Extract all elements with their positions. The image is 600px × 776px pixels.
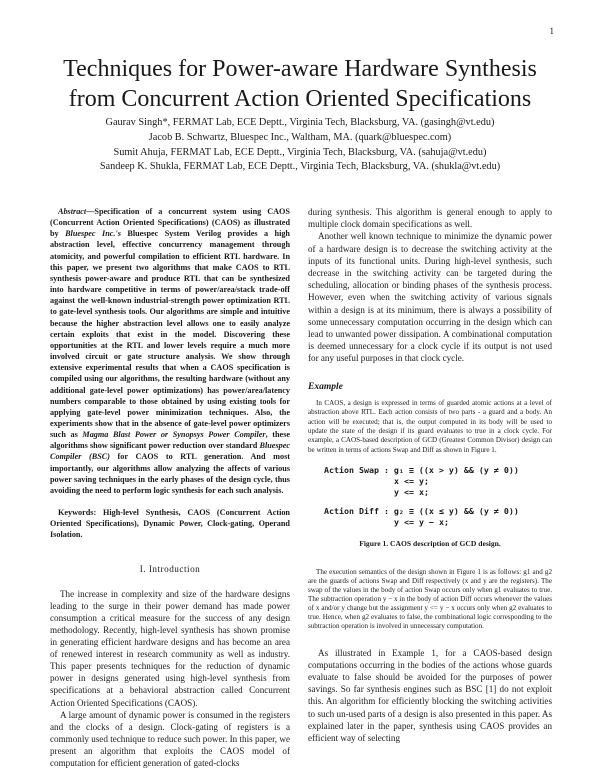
author-line: Jacob B. Schwartz, Bluespec Inc., Waltham, MA. (quark@bluespec.com) xyxy=(148,131,452,143)
page-number: 1 xyxy=(549,26,554,36)
abstract-tools: Magma Blast Power or Synopsys Power Compiler xyxy=(82,430,266,440)
example-heading: Example xyxy=(308,381,343,392)
abstract xyxy=(50,206,290,496)
figure-caption: Figure 1. CAOS description of GCD design. xyxy=(359,538,501,548)
left-column xyxy=(50,206,290,769)
author-line: Gaurav Singh*, FERMAT Lab, ECE Deptt., Virginia Tech, Blacksburg, VA. (gasingh@vt.edu) xyxy=(105,117,495,128)
abstract-text: —Specification of a concurrent system using CAOS (Concurrent Action Oriented Specifications) (CAOS) as illustrated by xyxy=(50,207,290,239)
formula-diff-body: y <= y − x; xyxy=(394,516,449,527)
formula-diff-head: Action Diff : g₂ ≡ ((x ≤ y) && (y ≠ 0)) xyxy=(324,505,519,516)
abstract-company: Bluespec Inc.'s xyxy=(65,229,121,239)
body-paragraph: As illustrated in Example 1, for a CAOS-based design computations occurring in the bodies of the actions whose guards evaluate to false should be avoided for the purposes of power savings. So far synthesis engines such as BSC [1] do not exploit this. An algorithm for efficiently blocking the switching activities to such un-used parts of a design is also presented in this paper. As explained later in the paper, synthesis using CAOS provides an efficient way of selecting xyxy=(308,647,552,744)
body-paragraph: during synthesis. This algorithm is general enough to apply to multiple clock domain specifications as well. xyxy=(308,207,552,230)
semantics-paragraph: The execution semantics of the design shown in Figure 1 is as follows: g1 and g2 are the guards of actions Swap and Diff respectively (x and y are the registers). The swap of the values in the body of action Swap occurs only when g1 evaluates to true. The subtraction operation y − x in the body of action Diff occurs whenever the values of x and/or y change but the assignment y <= y − x occurs only when g2 evaluates to true. Hence, when g2 evaluates to false, the combinational logic corresponding to the subtraction operation is involved in unnecessary computation. xyxy=(308,567,552,631)
abstract-text: for CAOS to RTL generation. And most importantly, our algorithms allow analyzing the affects of various power saving techniques in the early phases of the design cycle, thus avoiding the need to perform logic synthesis for each such analysis. xyxy=(50,452,290,495)
intro-paragraph: A large amount of dynamic power is consumed in the registers and the clocks of a design. Clock-gating of registers is a commonly used technique to reduce such power. In this paper, we present an algorithm that exploits the CAOS model of computation for efficient generation of gated-clocks xyxy=(50,709,290,768)
gcd-formula xyxy=(308,465,552,528)
author-line: Sandeep K. Shukla, FERMAT Lab, ECE Deptt., Virginia Tech, Blacksburg, VA. (shukla@vt.edu) xyxy=(99,161,501,173)
body-paragraph: Another well known technique to minimize the dynamic power of a hardware design is to decrease the switching activity at the inputs of its functional units. During high-level synthesis, such decrease in the switching activity can be targeted during the scheduling, allocation or binding phases of the synthesis process. However, even when the switching activity of various signals within a design is at its minimum, there is always a possibility of some unnecessary computation occurring in the design which can lead to unwanted power dissipation. A combinational computation is deemed unnecessary for a clock cycle if its output is not used for any useful purposes in that clock cycle. xyxy=(308,231,552,364)
section-heading-introduction: I. Introduction xyxy=(139,563,201,574)
formula-swap-body: x <= y; xyxy=(394,475,429,486)
abstract-text: Bluespec System Verilog provides a high abstraction level, effective concurrency management through atomicity, and powerful compilation to efficient RTL hardware. In this paper, we present two algorithms that make CAOS to RTL synthesis power-aware and produce RTL that can be synthesized into hardware competitive in terms of power/area/stack trade-off against the well-known industrial-strength power optimization RTL to gate-level synthesis tools. Our algorithms are simple and intuitive because the higher abstraction level allows one to easily analyze certain exploits that exist in the model. Discovering these opportunities at the RTL and lower levels require a much more involved circuit or gate structure analysis. We show through extensive experimental results that when a CAOS specification is compiled using our algorithms, the resulting hardware (without any additional gate-level power optimizations) has power/area/latency numbers comparable to those obtained by using existing tools for applying gate-level power minimization techniques. Also, the experiments show that in the absence of gate-level power optimizers such as xyxy=(50,229,290,440)
keywords: Keywords: High-level Synthesis, CAOS (Concurrent Action Oriented Specifications), Dynamic Power, Clock-gating, Operand Isolation. xyxy=(50,508,290,540)
title-line-1: Techniques for Power-aware Hardware Synthesis xyxy=(63,56,537,82)
example-paragraph: In CAOS, a design is expressed in terms of guarded atomic actions at a level of abstraction above RTL. Each action consists of two parts - a guard and a body. An action will be executed; that is, the output computed in its body will be used to update the state of the design if its guard evaluates to true in a clock cycle. For example, a CAOS-based description of GCD (Greatest Common Divisor) design can be written in terms of actions Swap and Diff as shown in Figure 1. xyxy=(308,399,552,454)
abstract-lead: Abstract xyxy=(58,207,87,216)
paper-title xyxy=(40,54,560,114)
abstract-text: , these algorithms show significant power reduction over standard xyxy=(50,430,291,451)
right-column xyxy=(308,206,552,744)
abstract-bsc: Bluespec Compiler (BSC) xyxy=(50,441,290,462)
formula-swap-body: y <= x; xyxy=(394,486,429,497)
intro-paragraph: The increase in complexity and size of the hardware designs leading to the surge in their power demand has made power consumption a critical measure for the success of any design methodology. Recently, high-level synthesis has shown promise in generating efficient hardware designs and has become an area of renewed interest in research community as well as industry. This paper presents techniques for the reduction of dynamic power in designs generated using high-level synthesis from specifications at a behavioral abstraction called Concurrent Action Oriented Specifications (CAOS). xyxy=(50,589,290,708)
author-line: Sumit Ahuja, FERMAT Lab, ECE Deptt., Virginia Tech, Blacksburg, VA. (sahuja@vt.edu) xyxy=(113,146,487,158)
formula-swap-head: Action Swap : g₁ ≡ ((x > y) && (y ≠ 0)) xyxy=(324,464,519,475)
author-list xyxy=(40,116,560,175)
title-line-2: from Concurrent Action Oriented Specifications xyxy=(68,86,532,112)
